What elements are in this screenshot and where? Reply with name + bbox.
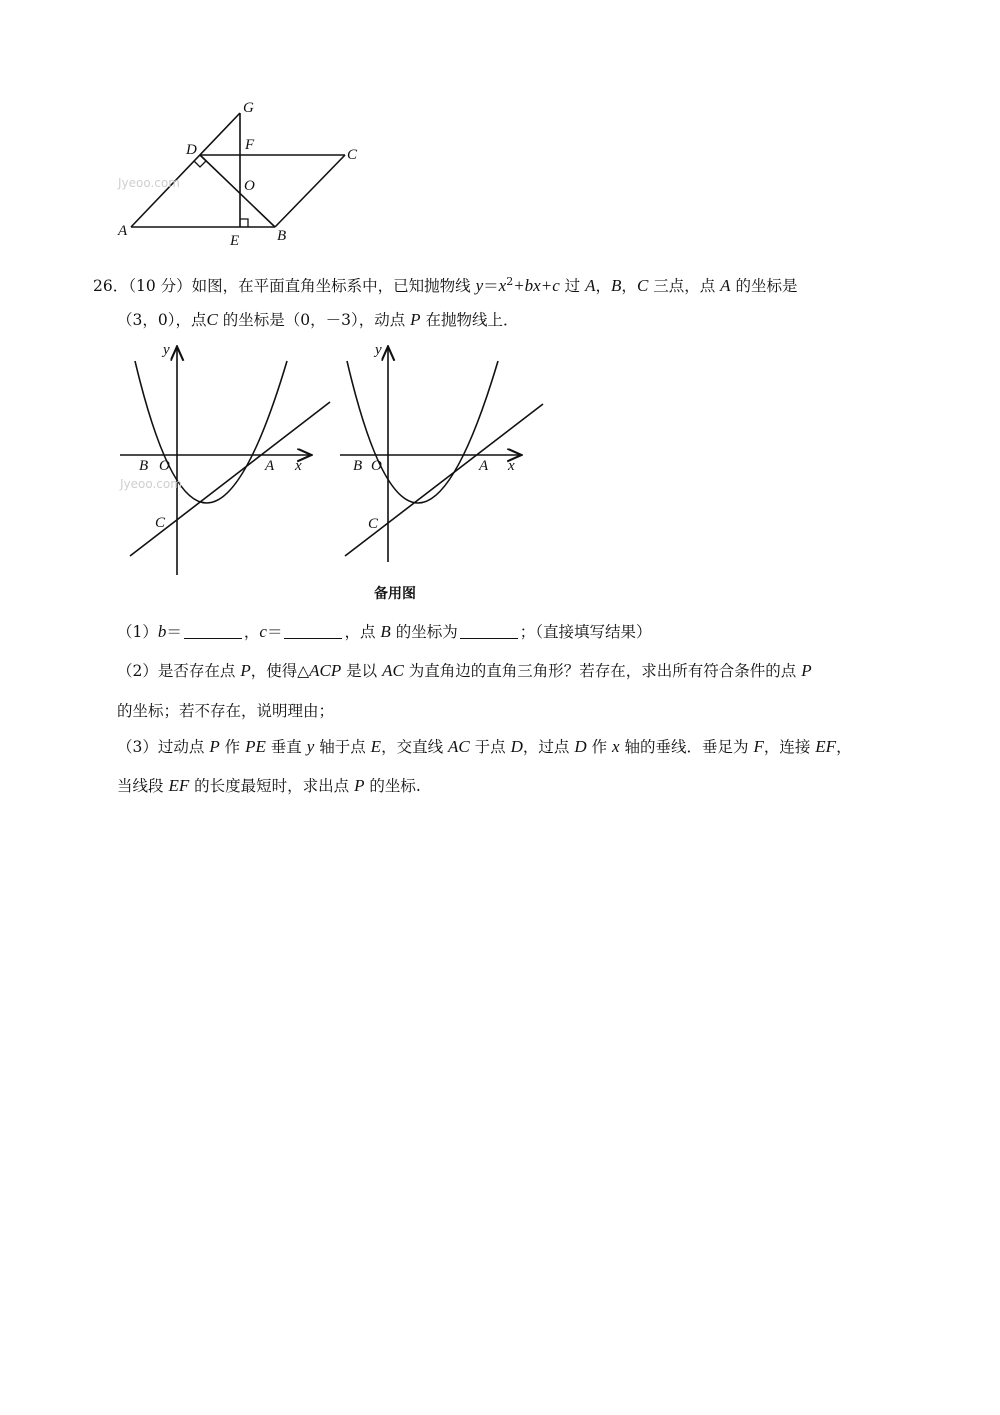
question-text: 当线段 [117, 777, 164, 795]
problem-line-2 [117, 308, 519, 332]
question-text: 垂直 [265, 738, 302, 756]
equation-sup: 2 [506, 275, 514, 288]
label-y: y [163, 342, 170, 358]
question-text: 是否存在点 [157, 662, 236, 680]
label-f: F [245, 137, 255, 153]
point-p: P [240, 661, 251, 680]
question-3-line-2 [117, 774, 421, 798]
answer-blank-b[interactable] [184, 624, 242, 639]
equation-y: y [475, 276, 484, 296]
comma: ， [621, 277, 637, 296]
problem-text: 三点，点 [648, 277, 716, 296]
question-number: （3） [117, 738, 158, 756]
problem-text: （3，0），点 [117, 311, 207, 329]
question-text: 于点 [469, 738, 506, 756]
triangle-acp: ACP [309, 661, 342, 680]
problem-text: 如图，在平面直角坐标系中，已知抛物线 [191, 277, 471, 296]
question-text: ；（直接填写结果） [519, 623, 652, 641]
question-text: 过动点 [157, 738, 205, 756]
label-a: A [265, 458, 275, 474]
question-number: （1） [117, 623, 158, 641]
problem-text: 的坐标是（0，－3），动点 [217, 311, 406, 329]
equals: ＝ [266, 623, 283, 641]
label-x: x [295, 458, 302, 474]
question-text: ，连接 [763, 738, 811, 756]
label-o: O [244, 178, 255, 194]
question-3-line-1 [117, 735, 852, 759]
label-a: A [479, 458, 489, 474]
question-text: ， [836, 738, 852, 756]
label-y: y [375, 342, 382, 358]
problem-text: 过 [559, 277, 581, 296]
problem-number: 26． [93, 277, 129, 296]
parabola-graph-backup [335, 340, 555, 580]
label-b: B [139, 458, 149, 474]
line-ac [345, 404, 543, 556]
line-ag [131, 113, 240, 227]
question-text: 的长度最短时，求出点 [189, 777, 350, 795]
question-text: 作 [586, 738, 608, 756]
parabola-curve [347, 361, 498, 503]
point-p: P [410, 310, 421, 329]
var-b: b [157, 622, 167, 641]
question-text: 是以 [341, 662, 378, 680]
question-text: ，过点 [522, 738, 570, 756]
equation-rest: +bx+c [513, 276, 560, 296]
var-y: y [306, 737, 315, 756]
equals: ＝ [166, 623, 182, 641]
point-p: P [801, 661, 812, 680]
question-number: （2） [117, 662, 158, 680]
comma: ， [243, 623, 260, 641]
side-bc [275, 155, 345, 227]
question-text: 轴于点 [314, 738, 366, 756]
segment-pe: PE [245, 737, 266, 756]
label-b: B [353, 458, 363, 474]
segment-ef: EF [815, 737, 837, 756]
label-o: O [159, 458, 170, 474]
question-2-line-1 [117, 659, 812, 683]
equation-eq: ＝ [483, 277, 499, 296]
problem-points: （10 分） [128, 277, 192, 296]
point-c: C [636, 276, 649, 296]
label-c: C [368, 516, 379, 532]
problem-text: 在抛物线上． [420, 311, 519, 329]
question-text: 的坐标. [364, 777, 421, 795]
problem-line-1 [93, 270, 797, 298]
question-text: ，使得△ [250, 662, 310, 680]
label-d: D [186, 142, 197, 158]
label-b: B [277, 228, 287, 244]
parallelogram-figure [110, 95, 380, 255]
point-f: F [753, 737, 764, 756]
label-c: C [155, 515, 166, 531]
question-text: 为直角边的直角三角形？若存在，求出所有符合条件的点 [403, 662, 797, 680]
segment-db [200, 155, 275, 227]
answer-blank-point-b[interactable] [460, 624, 518, 639]
point-d: D [510, 737, 523, 756]
point-a: A [720, 276, 731, 296]
point-c: C [206, 310, 218, 329]
segment-ac: AC [448, 737, 470, 756]
equation-x: x [498, 276, 507, 296]
question-text: 的坐标为 [390, 623, 458, 641]
label-o: O [371, 458, 382, 474]
parabola-graph [115, 340, 335, 580]
backup-figure-caption: 备用图 [374, 586, 416, 602]
label-c: C [347, 147, 358, 163]
label-e: E [230, 233, 240, 249]
label-g: G [243, 100, 254, 116]
label-x: x [508, 458, 515, 474]
question-2-line-2 [117, 699, 334, 723]
question-text: ，点 [344, 623, 376, 641]
var-x: x [612, 737, 620, 756]
point-p: P [209, 737, 220, 756]
comma: ， [595, 277, 612, 296]
question-text: 的坐标；若不存在，说明理由； [117, 702, 335, 720]
question-text: 轴的垂线．垂足为 [619, 738, 749, 756]
right-angle-mark-e [240, 219, 248, 227]
segment-ef: EF [168, 776, 190, 795]
var-c: c [259, 622, 267, 641]
point-a: A [585, 276, 596, 296]
watermark: Jyeoo.com [118, 176, 180, 190]
point-d: D [574, 737, 587, 756]
point-b: B [380, 622, 391, 641]
question-1 [117, 620, 652, 644]
label-a: A [118, 223, 128, 239]
point-p: P [354, 776, 365, 795]
point-e: E [370, 737, 382, 756]
question-text: ，交直线 [381, 738, 444, 756]
question-text: 作 [219, 738, 241, 756]
answer-blank-c[interactable] [284, 624, 342, 639]
point-b: B [611, 276, 622, 296]
problem-text: 的坐标是 [730, 277, 798, 296]
segment-ac: AC [382, 661, 404, 680]
watermark: Jyeoo.com [120, 477, 182, 491]
